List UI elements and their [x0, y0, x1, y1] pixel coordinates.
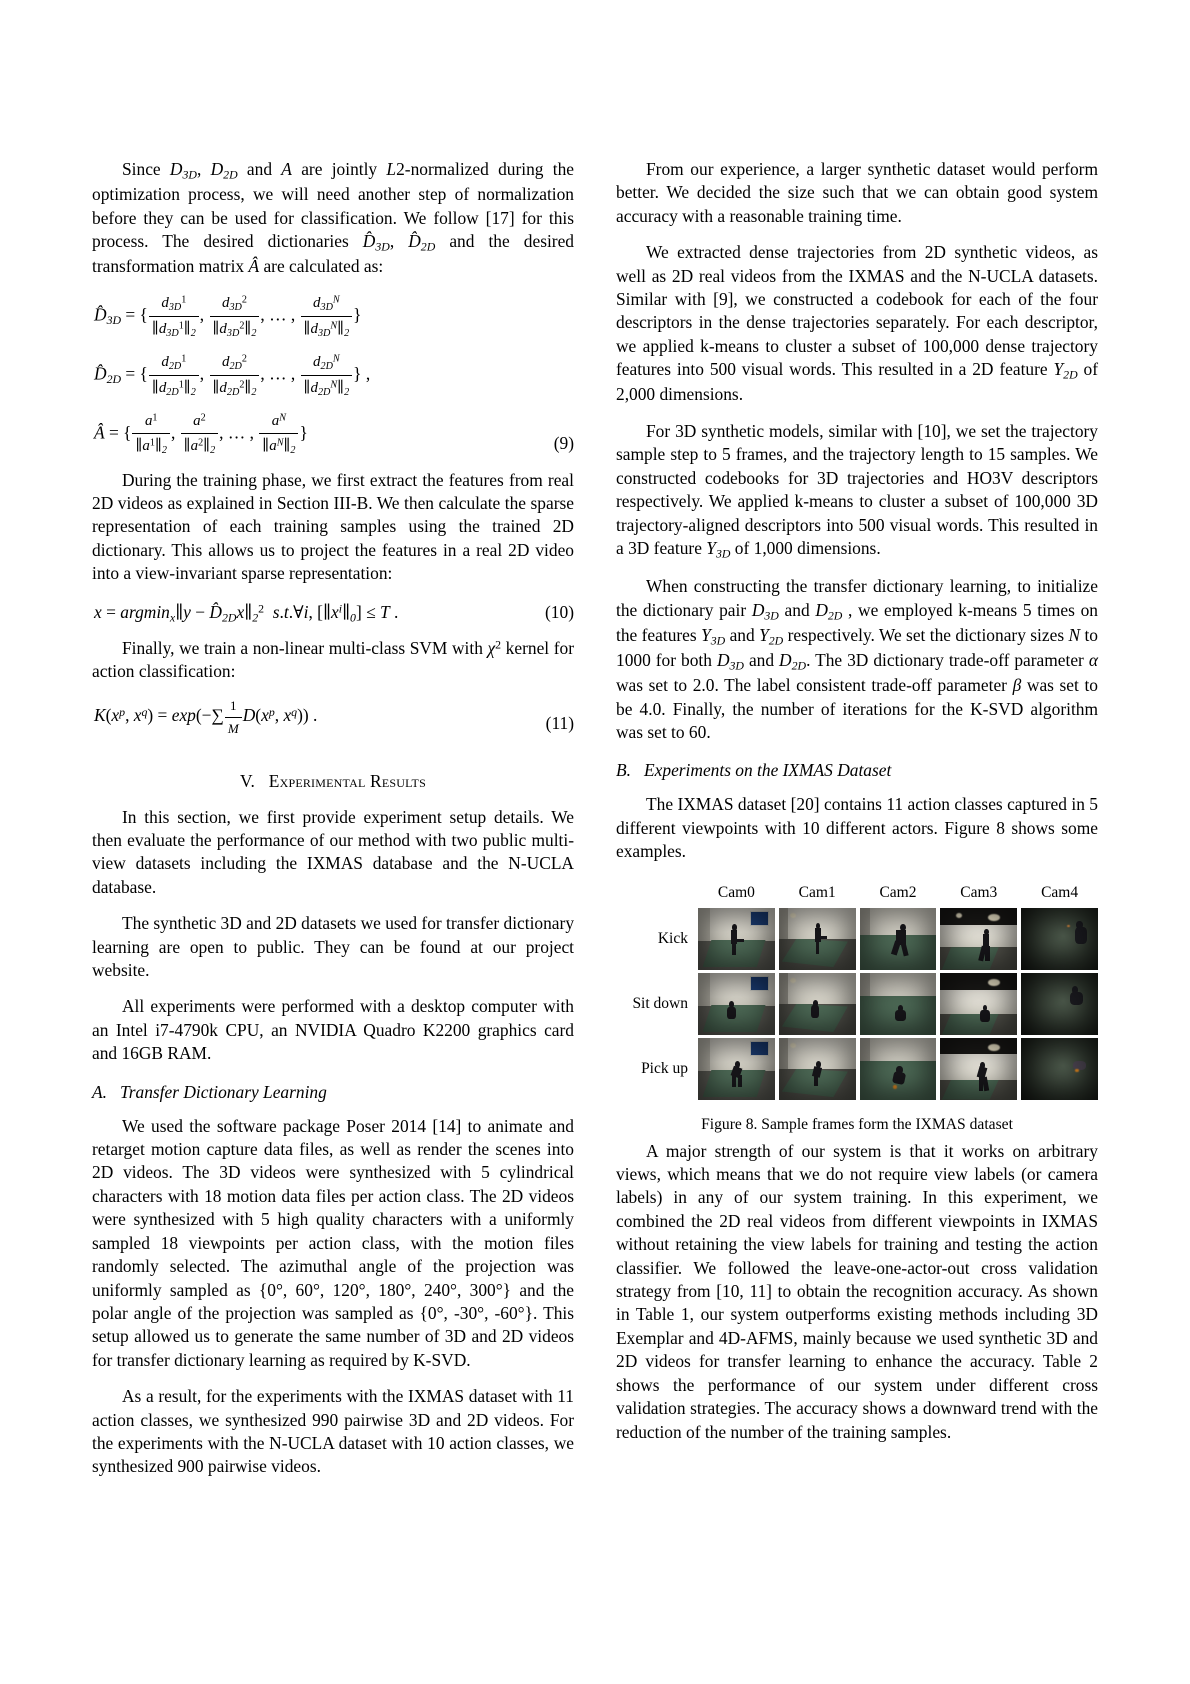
equation-10-block — [92, 599, 574, 627]
equation-9-block — [92, 292, 574, 341]
equation-10-number: (10) — [545, 601, 574, 622]
paragraph-synthetic-datasets: The synthetic 3D and 2D datasets we used for transfer dictionary learning are open to public. They can be found at our project website. — [92, 913, 575, 981]
equation-10-body: x = argmin$_x$∥y − $D̂_{2D}x\parallel_2^2$ s.t.∀i, $[\parallel x^i\parallel_0] \le T$ . — [94, 601, 399, 624]
subsection-letter: B. — [616, 760, 631, 781]
paragraph-hardware: All experiments were performed with a desktop computer with an Intel i7-4790k CPU, an NVIDIA Quadro K2200 graphics card and 16GB RAM. — [92, 996, 574, 1064]
section-heading-experimental-results — [92, 771, 574, 792]
equation-9-number: (9) — [553, 433, 574, 454]
equation-9c-body: Â = { $\frac{a^1}{\parallel a^1\parallel_2}$ , $\frac{a^2}{\parallel a^2\parallel_2}$ , … , $\frac{a^N}{\parallel a^N\parallel_2}$ } — [92, 410, 574, 459]
equation-9b-block — [92, 351, 574, 400]
figure-cell-pickup-cam1 — [779, 1038, 856, 1100]
figure-cell-kick-cam0 — [698, 908, 775, 970]
figure-column-header-cam0: Cam0 — [717, 883, 755, 901]
para-text-run: Finally, we train a non-linear multi-class SVM with $\chi^2$ kernel for action classification: — [92, 637, 574, 682]
figure-cell-sitdown-cam1 — [779, 973, 856, 1035]
figure-cell-sitdown-cam0 — [698, 973, 775, 1035]
para-text-run: For 3D synthetic models, similar with [10], we set the trajectory sample step to 5 frames, and the trajectory length to 15 samples. We constructed codebooks for 3D trajectories and HO3V descriptors respectively. We applied k-means to cluster a subset of 100,000 3D trajectory-aligned descriptors into 500 visual words. This resulted in a 3D feature $Y_{3D}$ of 1,000 dimensions. — [616, 420, 1098, 561]
figure-8 — [616, 884, 1098, 1134]
subsection-heading-transfer-dictionary-learning — [92, 1082, 574, 1103]
figure-8-caption: Figure 8. Sample frames form the IXMAS dataset — [701, 1115, 1013, 1133]
paragraph-dense-trajectories — [616, 241, 1098, 407]
paragraph-dataset-size: From our experience, a larger synthetic dataset would perform better. We decided the size such that we can obtain good system accuracy with a reasonable training time. — [616, 159, 1098, 226]
para-text-run: During the training phase, we first extract the features from real 2D videos as explained in Section III-B. We then calculate the sparse representation of each training samples using the trained 2D dictionary. This allows us to project the features in a real 2D video into a view-invariant sparse representation: — [92, 469, 574, 584]
figure-cell-kick-cam3 — [940, 908, 1017, 970]
figure-cell-sitdown-cam2 — [860, 973, 937, 1035]
paragraph-3d-synthetic-models — [616, 420, 1098, 562]
figure-cell-pickup-cam2 — [860, 1038, 937, 1100]
two-column-body — [92, 158, 1098, 1492]
figure-cell-pickup-cam0 — [698, 1038, 775, 1100]
equation-11-block — [92, 696, 574, 738]
figure-column-header-cam1: Cam1 — [798, 883, 836, 901]
paragraph-svm-kernel — [92, 637, 574, 684]
para-text-run: We extracted dense trajectories from 2D synthetic videos, as well as 2D real videos from the IXMAS and the N-UCLA datasets. Similar with [9], we constructed a codebook for each of the four descriptors in the dense trajectories separately. For each descriptor, we applied k-means to cluster a subset of 100,000 dense trajectory features into 500 visual words. This resulted in a 2D feature $Y_{2D}$ of 2,000 dimensions. — [616, 242, 1098, 405]
figure-column-header-cam2: Cam2 — [879, 883, 917, 901]
paragraph-transfer-dictionary-init — [616, 575, 1098, 744]
paragraph-pairwise-videos: As a result, for the experiments with the IXMAS dataset with 11 action classes, we synthesized 990 pairwise 3D and 2D videos. For the experiments with the N-UCLA dataset with 10 action classes, we synthesized 900 pairwise videos. — [92, 1386, 574, 1477]
equation-9-body: $D̂_{3D}$ = { $\frac{d_{3D}^1}{\parallel d_{3D}^1\parallel_2}$ , $\frac{d_{3D}^2}{\parallel d_{3D}^2\parallel_2}$ , … , $\frac{d_{3D}^N}{\parallel d_{3D}^N\parallel_2}$ } — [92, 292, 574, 341]
figure-row-label-sit-down: Sit down — [632, 994, 688, 1012]
equation-9c-block — [92, 410, 574, 459]
equation-9b-body: $D̂_{2D}$ = { $\frac{d_{2D}^1}{\parallel d_{2D}^1\parallel_2}$ , $\frac{d_{2D}^2}{\parallel d_{2D}^2\parallel_2}$ , … , $\frac{d_{2D}^N}{\parallel d_{2D}^N\parallel_2}$ } , — [92, 351, 574, 400]
equation-11-body: $K(x^p$, $x^q) = \exp(-\sum$ $\frac{1}{M}$ $D(x^p$, $x^q$)) . — [94, 698, 318, 737]
figure-grid-corner-spacer — [616, 884, 694, 905]
subsection-heading-experiments-ixmas — [616, 760, 1098, 781]
paragraph-poser-rendering: We used the software package Poser 2014 [14] to animate and retarget motion capture data files, as well as render the scenes into 2D videos. The 3D videos were synthesized with 5 cylindrical characters with 18 motion data files per action class. The 2D videos were synthesized with 5 high quality characters with a uniformly sampled 18 viewpoints per action class, with the motion files randomly selected. The azimuthal angle of the projection was uniformly sampled as {0°, 60°, 120°, 180°, 240°, 300°} and the polar angle of the projection was sampled as {0°, -30°, -60°}. This setup allowed us to generate the same number of 3D and 2D videos for transfer dictionary learning as required by K-SVD. — [92, 1115, 574, 1370]
figure-8-grid — [616, 884, 1098, 1100]
figure-column-header-cam4: Cam4 — [1041, 883, 1079, 901]
subsection-title: Transfer Dictionary Learning — [120, 1081, 327, 1102]
figure-column-header-cam3: Cam3 — [960, 883, 998, 901]
subsection-title: Experiments on the IXMAS Dataset — [644, 760, 892, 781]
figure-cell-kick-cam2 — [860, 908, 937, 970]
left-column — [92, 158, 574, 1492]
figure-row-label-pick-up: Pick up — [641, 1059, 688, 1077]
figure-row-label-kick: Kick — [657, 929, 688, 947]
paragraph-arbitrary-views-results: A major strength of our system is that it works on arbitrary views, which means that we do not require view labels (or camera labels) in any of our system training. In this experiment, we combined the 2D real videos from different viewpoints in IXMAS without retaining the view labels for training and testing the action classifier. We followed the leave-one-actor-out cross validation strategy from [10, 11] to obtain the recognition accuracy. As shown in Table 1, our system outperforms existing methods including 3D Exemplar and 4D-AFMS, mainly because we used synthetic 3D and 2D videos for transfer learning to enhance the accuracy. Table 2 shows the performance of our system under different cross validation strategies. The accuracy shows a downward trend with the reduction of the number of the training samples. — [616, 1140, 1098, 1442]
paragraph-section-intro: In this section, we first provide experiment setup details. We then evaluate the performance of our method with two public multi-view datasets including the IXMAS database and the N-UCLA database. — [92, 806, 574, 897]
figure-cell-kick-cam4 — [1021, 908, 1098, 970]
para-text-run: When constructing the transfer dictionary learning, to initialize the dictionary pair $D_{3D}$ and $D_{2D}$ , we employed k-means 5 times on the features $Y_{3D}$ and $Y_{2D}$ respectively. We set the dictionary sizes N to 1000 for both $D_{3D}$ and $D_{2D}$. The 3D dictionary trade-off parameter α was set to 2.0. The label consistent trade-off parameter β was set to be 4.0. Finally, the number of iterations for the K-SVD algorithm was set to 60. — [616, 576, 1099, 742]
section-title: Experimental Results — [268, 770, 426, 791]
right-column — [616, 158, 1098, 1492]
paragraph-ixmas-dataset-description: The IXMAS dataset [20] contains 11 action classes captured in 5 different viewpoints with 10 different actors. Figure 8 shows some examples. — [616, 794, 1098, 862]
paragraph-since-normalization — [92, 158, 574, 279]
figure-cell-kick-cam1 — [779, 908, 856, 970]
subsection-letter: A. — [92, 1081, 107, 1102]
figure-cell-pickup-cam4 — [1021, 1038, 1098, 1100]
paragraph-training-phase — [92, 469, 574, 586]
figure-cell-sitdown-cam4 — [1021, 973, 1098, 1035]
equation-11-number: (11) — [545, 713, 574, 734]
figure-cell-sitdown-cam3 — [940, 973, 1017, 1035]
figure-cell-pickup-cam3 — [940, 1038, 1017, 1100]
para-text-run: Since $D_{3D}$, $D_{2D}$ and A are jointly L2-normalized during the optimization process, we will need another step of normalization before they can be used for classification. We follow [17] for this process. The desired dictionaries $D̂_{3D}$, $D̂_{2D}$ and the desired transformation matrix Â are calculated as: — [92, 159, 574, 277]
section-number: V. — [240, 770, 256, 791]
